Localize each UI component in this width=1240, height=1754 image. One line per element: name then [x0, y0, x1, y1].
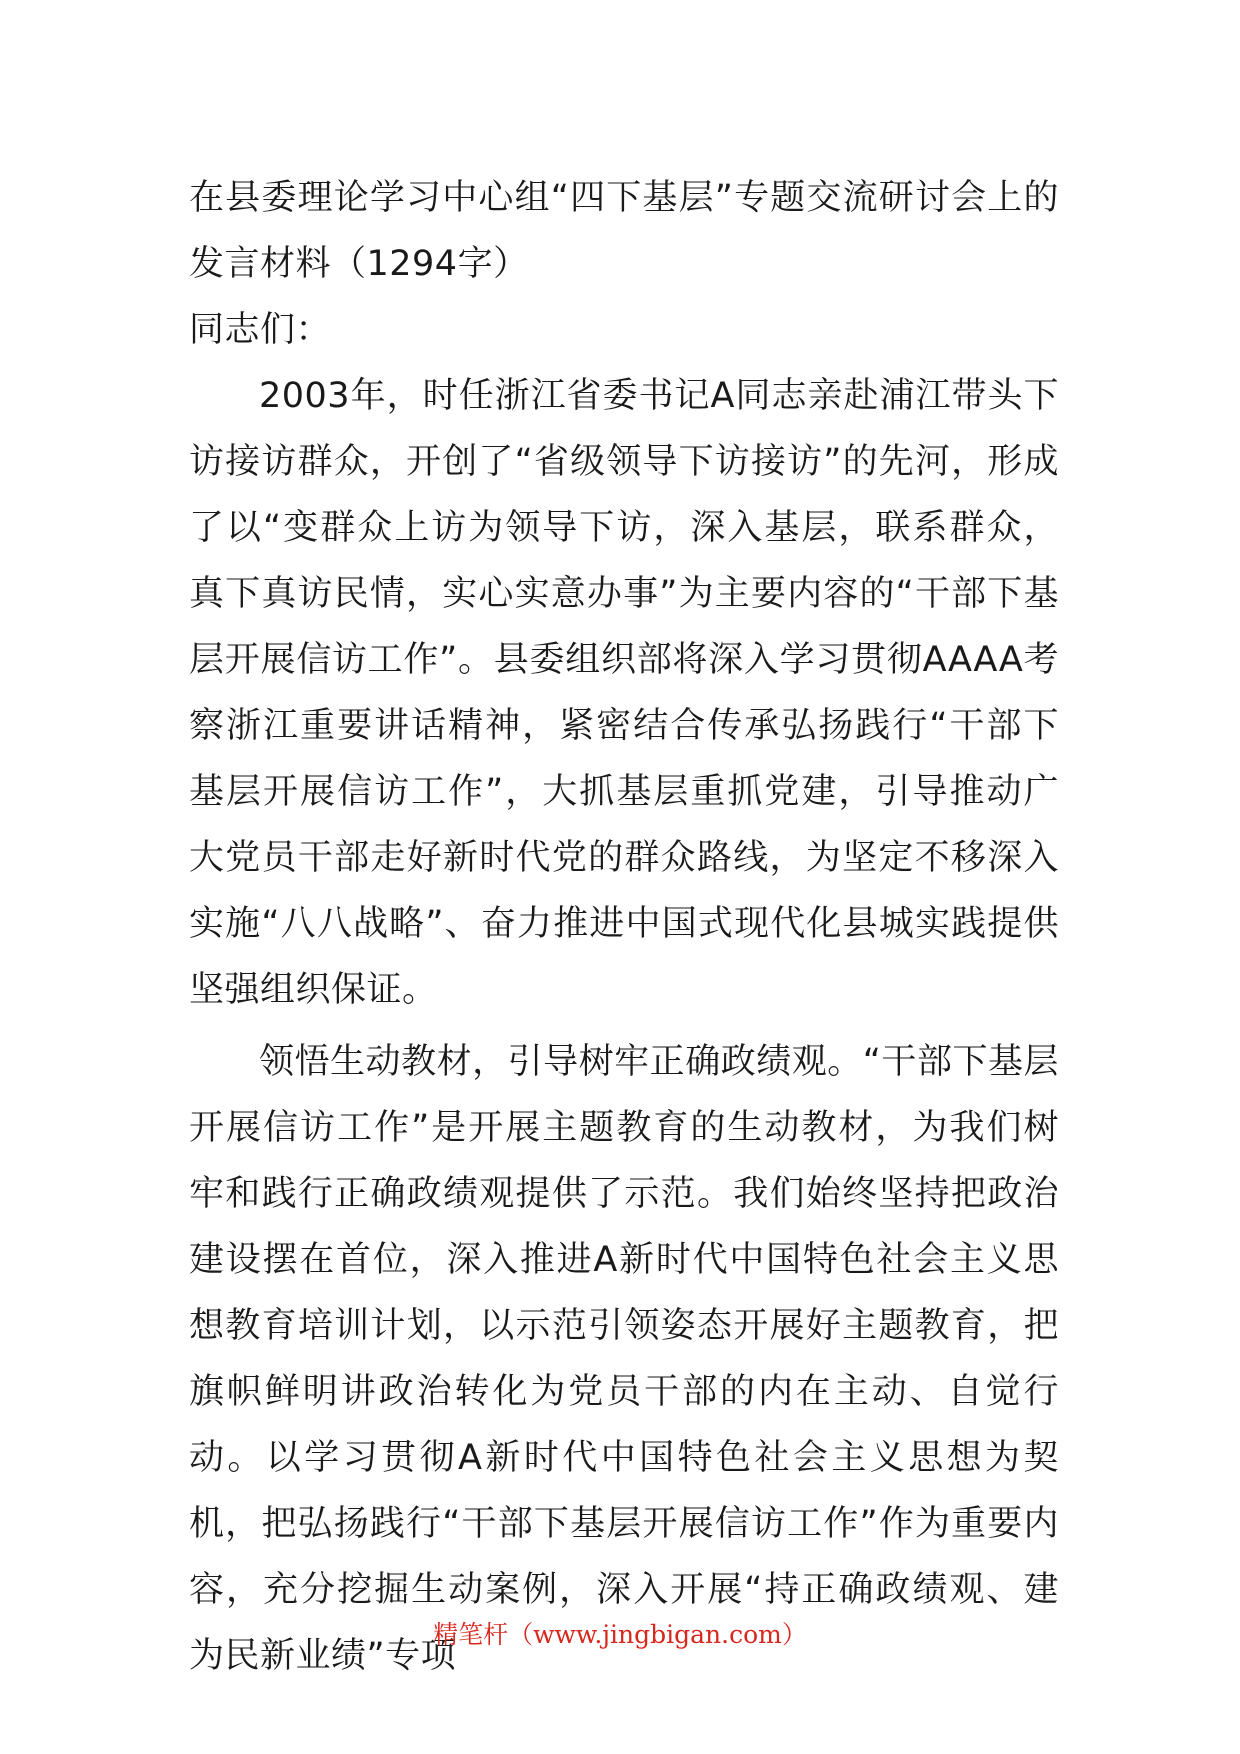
paragraph-section-1: 领悟生动教材，引导树牢正确政绩观。“干部下基层开展信访工作”是开展主题教育的生动教材，为我们树牢和践行正确政绩观提供了示范。我们始终坚持把政治建设摆在首位，深入推进A新时代中国特色社会主义思想教育培训计划，以示范引领姿态开展好主题教育，把旗帜鲜明讲政治转化为党员干部的内在主动、自觉行动。以学习贯彻A新时代中国特色社会主义思想为契机，把弘扬践行“干部下基层开展信访工作”作为重要内容，充分挖掘生动案例，深入开展“持正确政绩观、建为民新业绩”专项 [189, 1042, 1059, 1676]
footer-watermark: 精笔杆（www.jingbigan.com） [433, 1620, 807, 1649]
paragraph-intro: 2003年，时任浙江省委书记A同志亲赴浦江带头下访接访群众，开创了“省级领导下访接访”的先河，形成了以“变群众上访为领导下访，深入基层，联系群众，真下真访民情，实心实意办事”为主要内容的“干部下基层开展信访工作”。县委组织部将深入学习贯彻AAAA考察浙江重要讲话精神，紧密结合传承弘扬践行“干部下基层开展信访工作”，大抓基层重抓党建，引导推动广大党员干部走好新时代党的群众路线，为坚定不移深入实施“八八战略”、奋力推进中国式现代化县城实践提供坚强组织保证。 [189, 376, 1059, 1010]
document-title: 在县委理论学习中心组“四下基层”专题交流研讨会上的发言材料（1294字） [189, 178, 1059, 284]
document-body [189, 165, 1059, 1689]
salutation: 同志们： [189, 310, 332, 350]
